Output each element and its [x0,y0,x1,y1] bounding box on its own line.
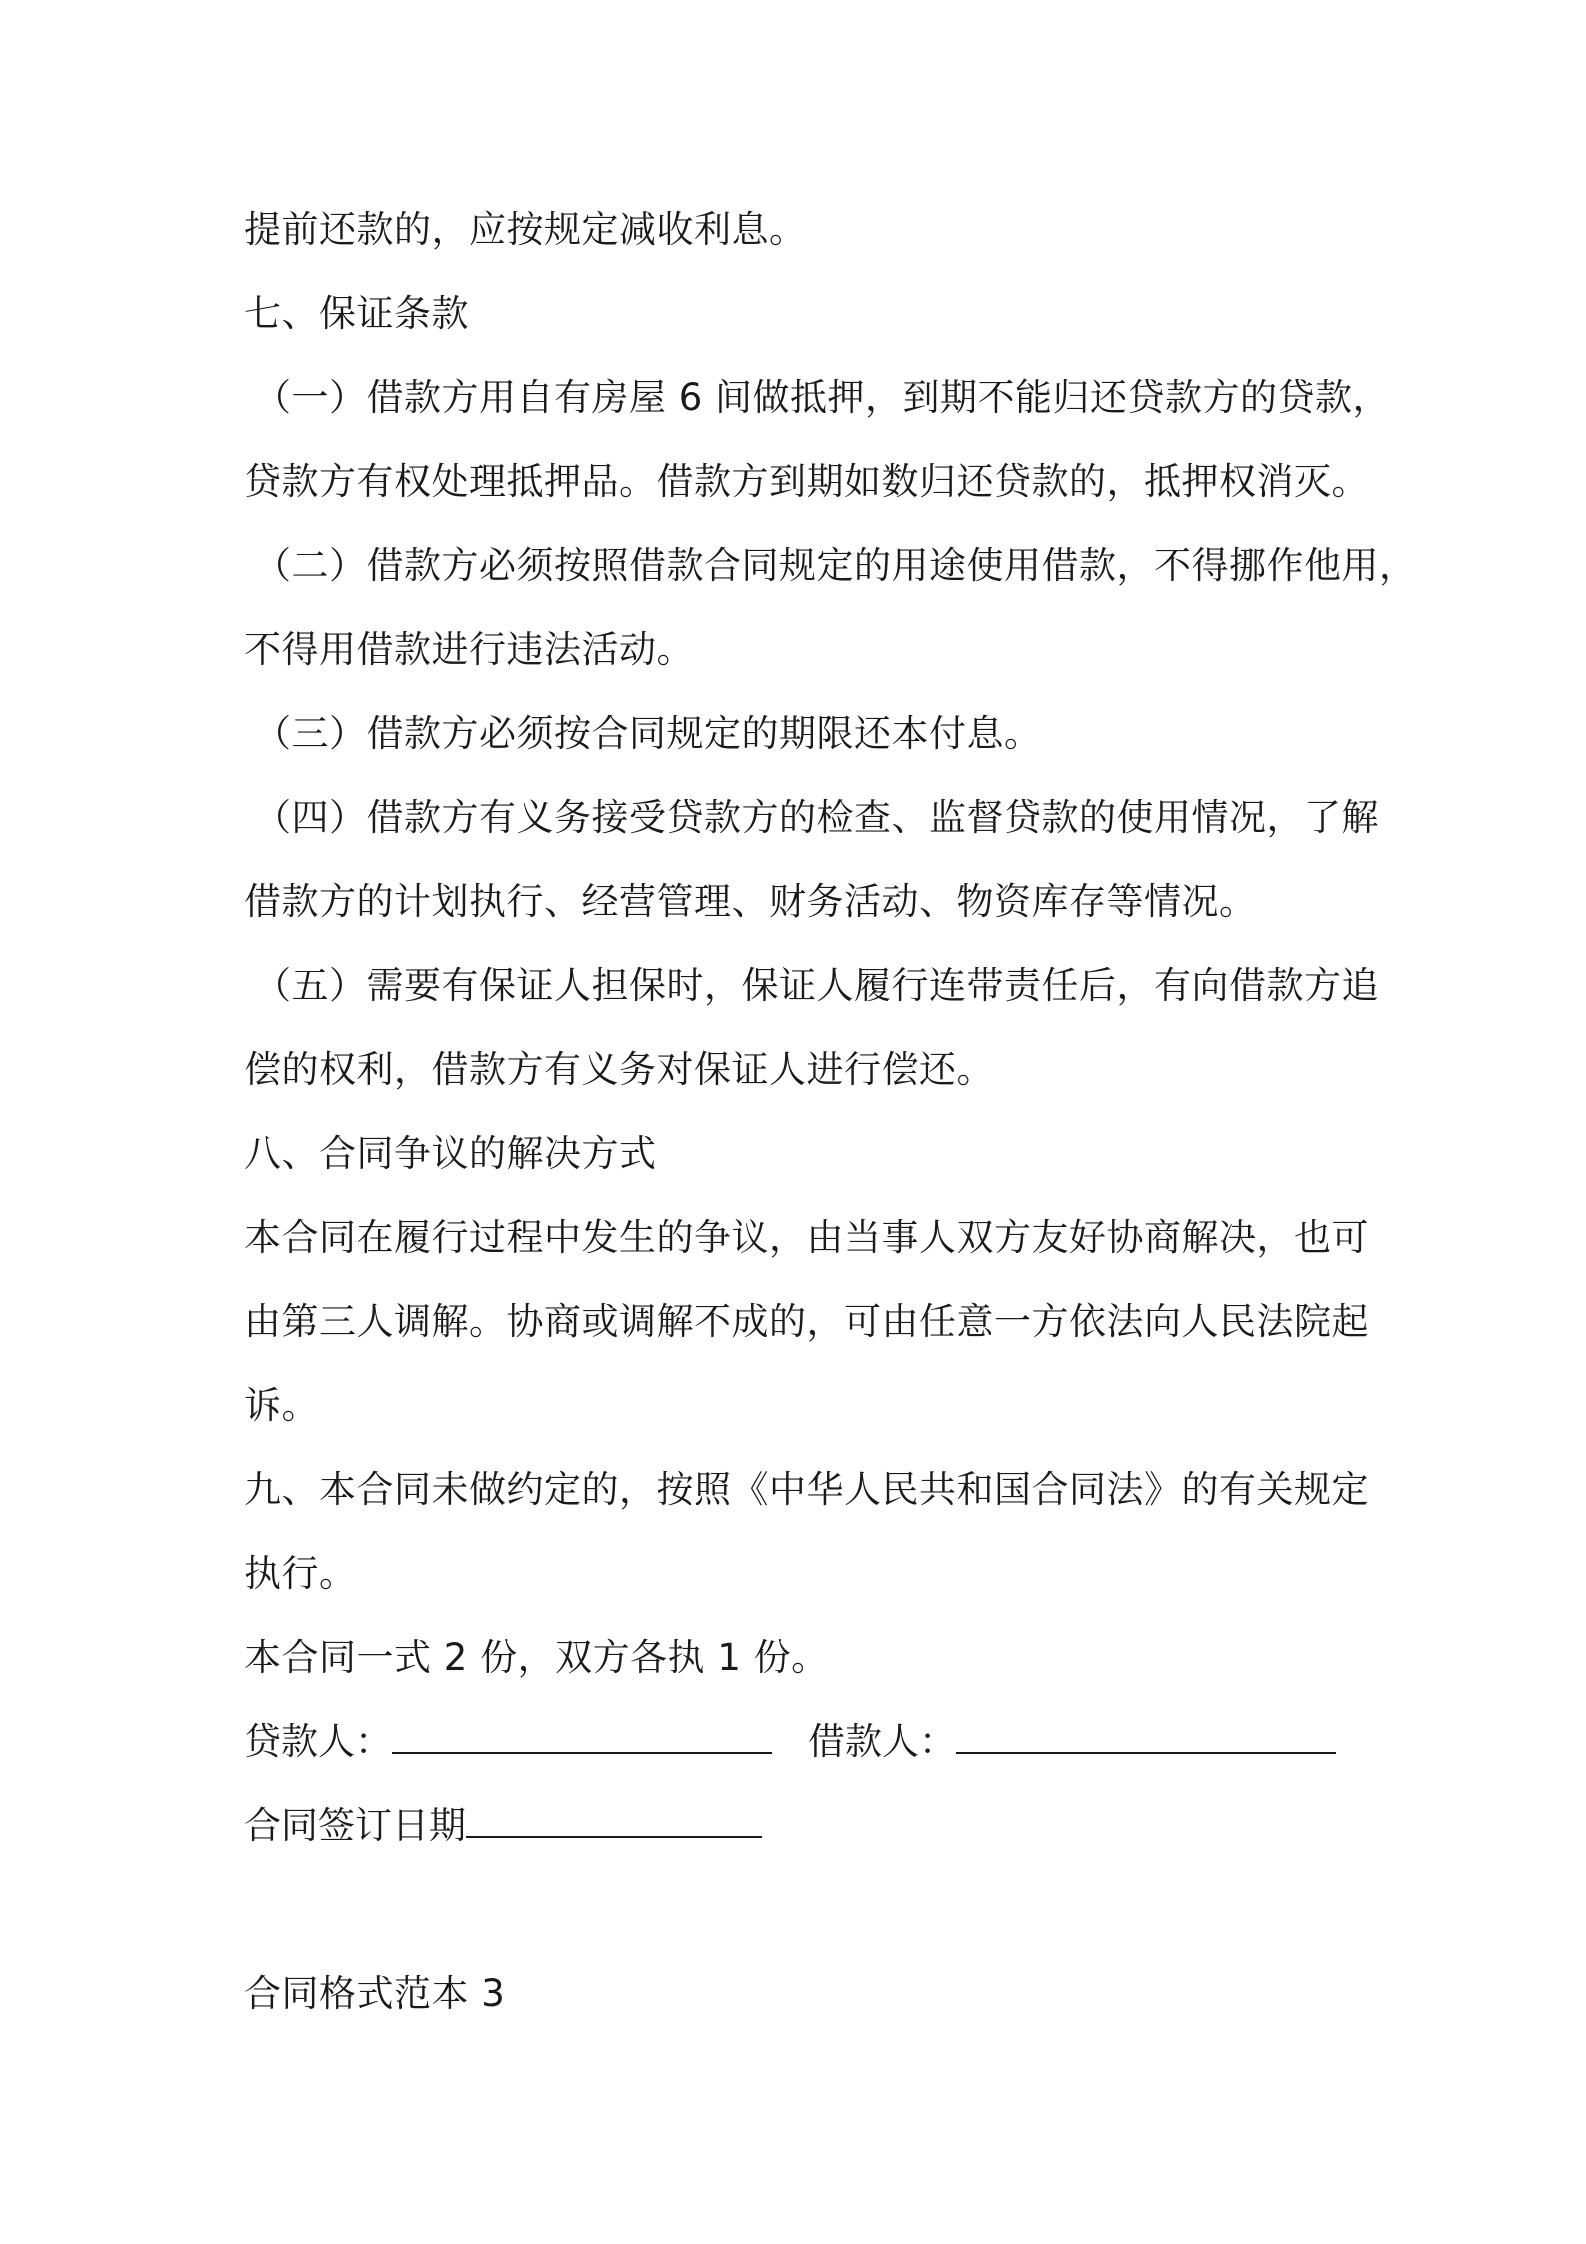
text-line-5: （二）借款方必须按照借款合同规定的用途使用借款，不得挪作他用， [254,544,1417,587]
lender-label: 贷款人： [244,1720,392,1763]
text-line-13: 本合同在履行过程中发生的争议，由当事人双方友好协商解决，也可 [244,1216,1369,1259]
section-heading-7: 七、保证条款 [244,292,469,335]
date-blank [466,1806,762,1838]
text-line-17: 执行。 [244,1552,357,1595]
text-line-4: 贷款方有权处理抵押品。借款方到期如数归还贷款的，抵押权消灭。 [244,460,1369,503]
text-line-6: 不得用借款进行违法活动。 [244,628,694,671]
signature-row [244,1718,1364,1766]
borrower-label: 借款人： [808,1720,956,1763]
next-section-title: 合同格式范本 3 [244,1972,506,2015]
text-line-11: 偿的权利，借款方有义务对保证人进行偿还。 [244,1048,994,1091]
text-line-14: 由第三人调解。协商或调解不成的，可由任意一方依法向人民法院起 [244,1300,1369,1343]
date-label: 合同签订日期 [244,1804,466,1847]
text-line-7: （三）借款方必须按合同规定的期限还本付息。 [254,712,1042,755]
borrower-signature-blank [956,1722,1336,1754]
lender-signature-blank [392,1722,772,1754]
text-line-8: （四）借款方有义务接受贷款方的检查、监督贷款的使用情况，了解 [254,796,1379,839]
section-heading-8: 八、合同争议的解决方式 [244,1132,657,1175]
date-row [244,1802,1364,1850]
text-line-10: （五）需要有保证人担保时，保证人履行连带责任后，有向借款方追 [254,964,1379,1007]
text-line-3: （一）借款方用自有房屋 6 间做抵押，到期不能归还贷款方的贷款， [254,376,1391,419]
text-line-9: 借款方的计划执行、经营管理、财务活动、物资库存等情况。 [244,880,1257,923]
copies-statement: 本合同一式 2 份，双方各执 1 份。 [244,1636,829,1679]
section-heading-9: 九、本合同未做约定的，按照《中华人民共和国合同法》的有关规定 [244,1468,1369,1511]
text-line-15: 诉。 [244,1384,319,1427]
text-line-1: 提前还款的，应按规定减收利息。 [244,208,807,251]
